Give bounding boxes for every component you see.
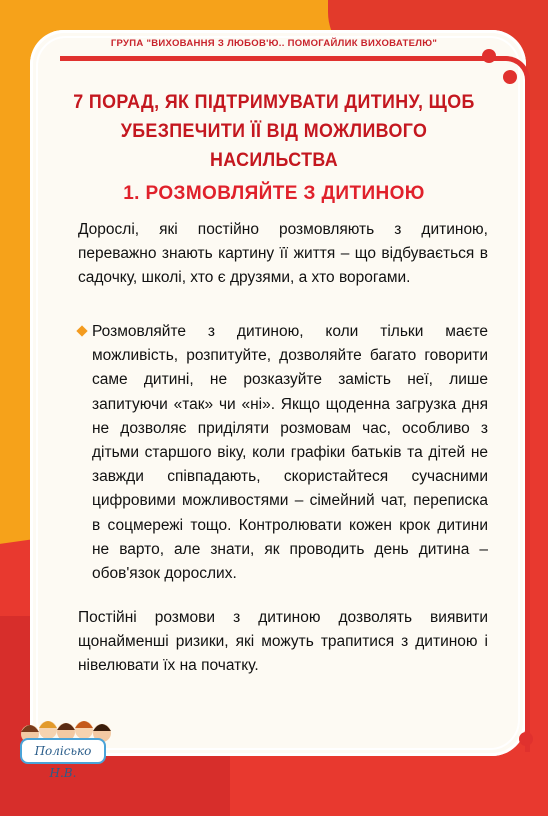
bullet-text: Розмовляйте з дитиною, коли тільки маєте можливість, розпитуйте, дозволяйте багато говорити саме дитині, не розказуйте замість неї, лише запитуючи «так» чи «ні». Якщо щоденна загрузка дня не дозволяє приділяти розмовам час, особливо з дітьми старшого віку, коли графіки батьків та дітей не завжди співпадають, скористайтеся сучасними цифровими можливостями – сімейний чат, переписка в соцмережі тощо. Контролювати кожен крок дитини не варто, але знати, як проводить день дитина – обов'язок дорослих. — [92, 323, 488, 583]
author-signature: Поліськo Н.В. — [20, 738, 106, 764]
paragraph-intro: Дорослі, які постійно розмовляють з дитиною, переважно знають картину її життя – що відбувається в садочку, школі, хто є друзями, а хто ворогами. — [78, 221, 488, 287]
frame-dot — [503, 70, 517, 84]
group-header: ГРУПА "ВИХОВАННЯ З ЛЮБОВ'Ю.. ПОМОГАЙЛИК ВИХОВАТЕЛЮ" — [110, 38, 438, 49]
page-title: 7 ПОРАД, ЯК ПІДТРИМУВАТИ ДИТИНУ, ЩОБ УБЕЗПЕЧИТИ ЇЇ ВІД МОЖЛИВОГО НАСИЛЬСТВА — [73, 92, 475, 171]
advice-bullet — [78, 320, 488, 586]
paragraph-conclusion: Постійні розмови з дитиною дозволять виявити щонайменші ризики, які можуть трапитися з дитиною і нівелювати їх на початку. — [78, 609, 488, 675]
frame-dot — [482, 49, 496, 63]
diamond-bullet-icon — [76, 325, 87, 336]
section-title: 1. РОЗМОВЛЯЙТЕ З ДИТИНОЮ — [123, 183, 425, 204]
frame-dot — [519, 732, 533, 746]
